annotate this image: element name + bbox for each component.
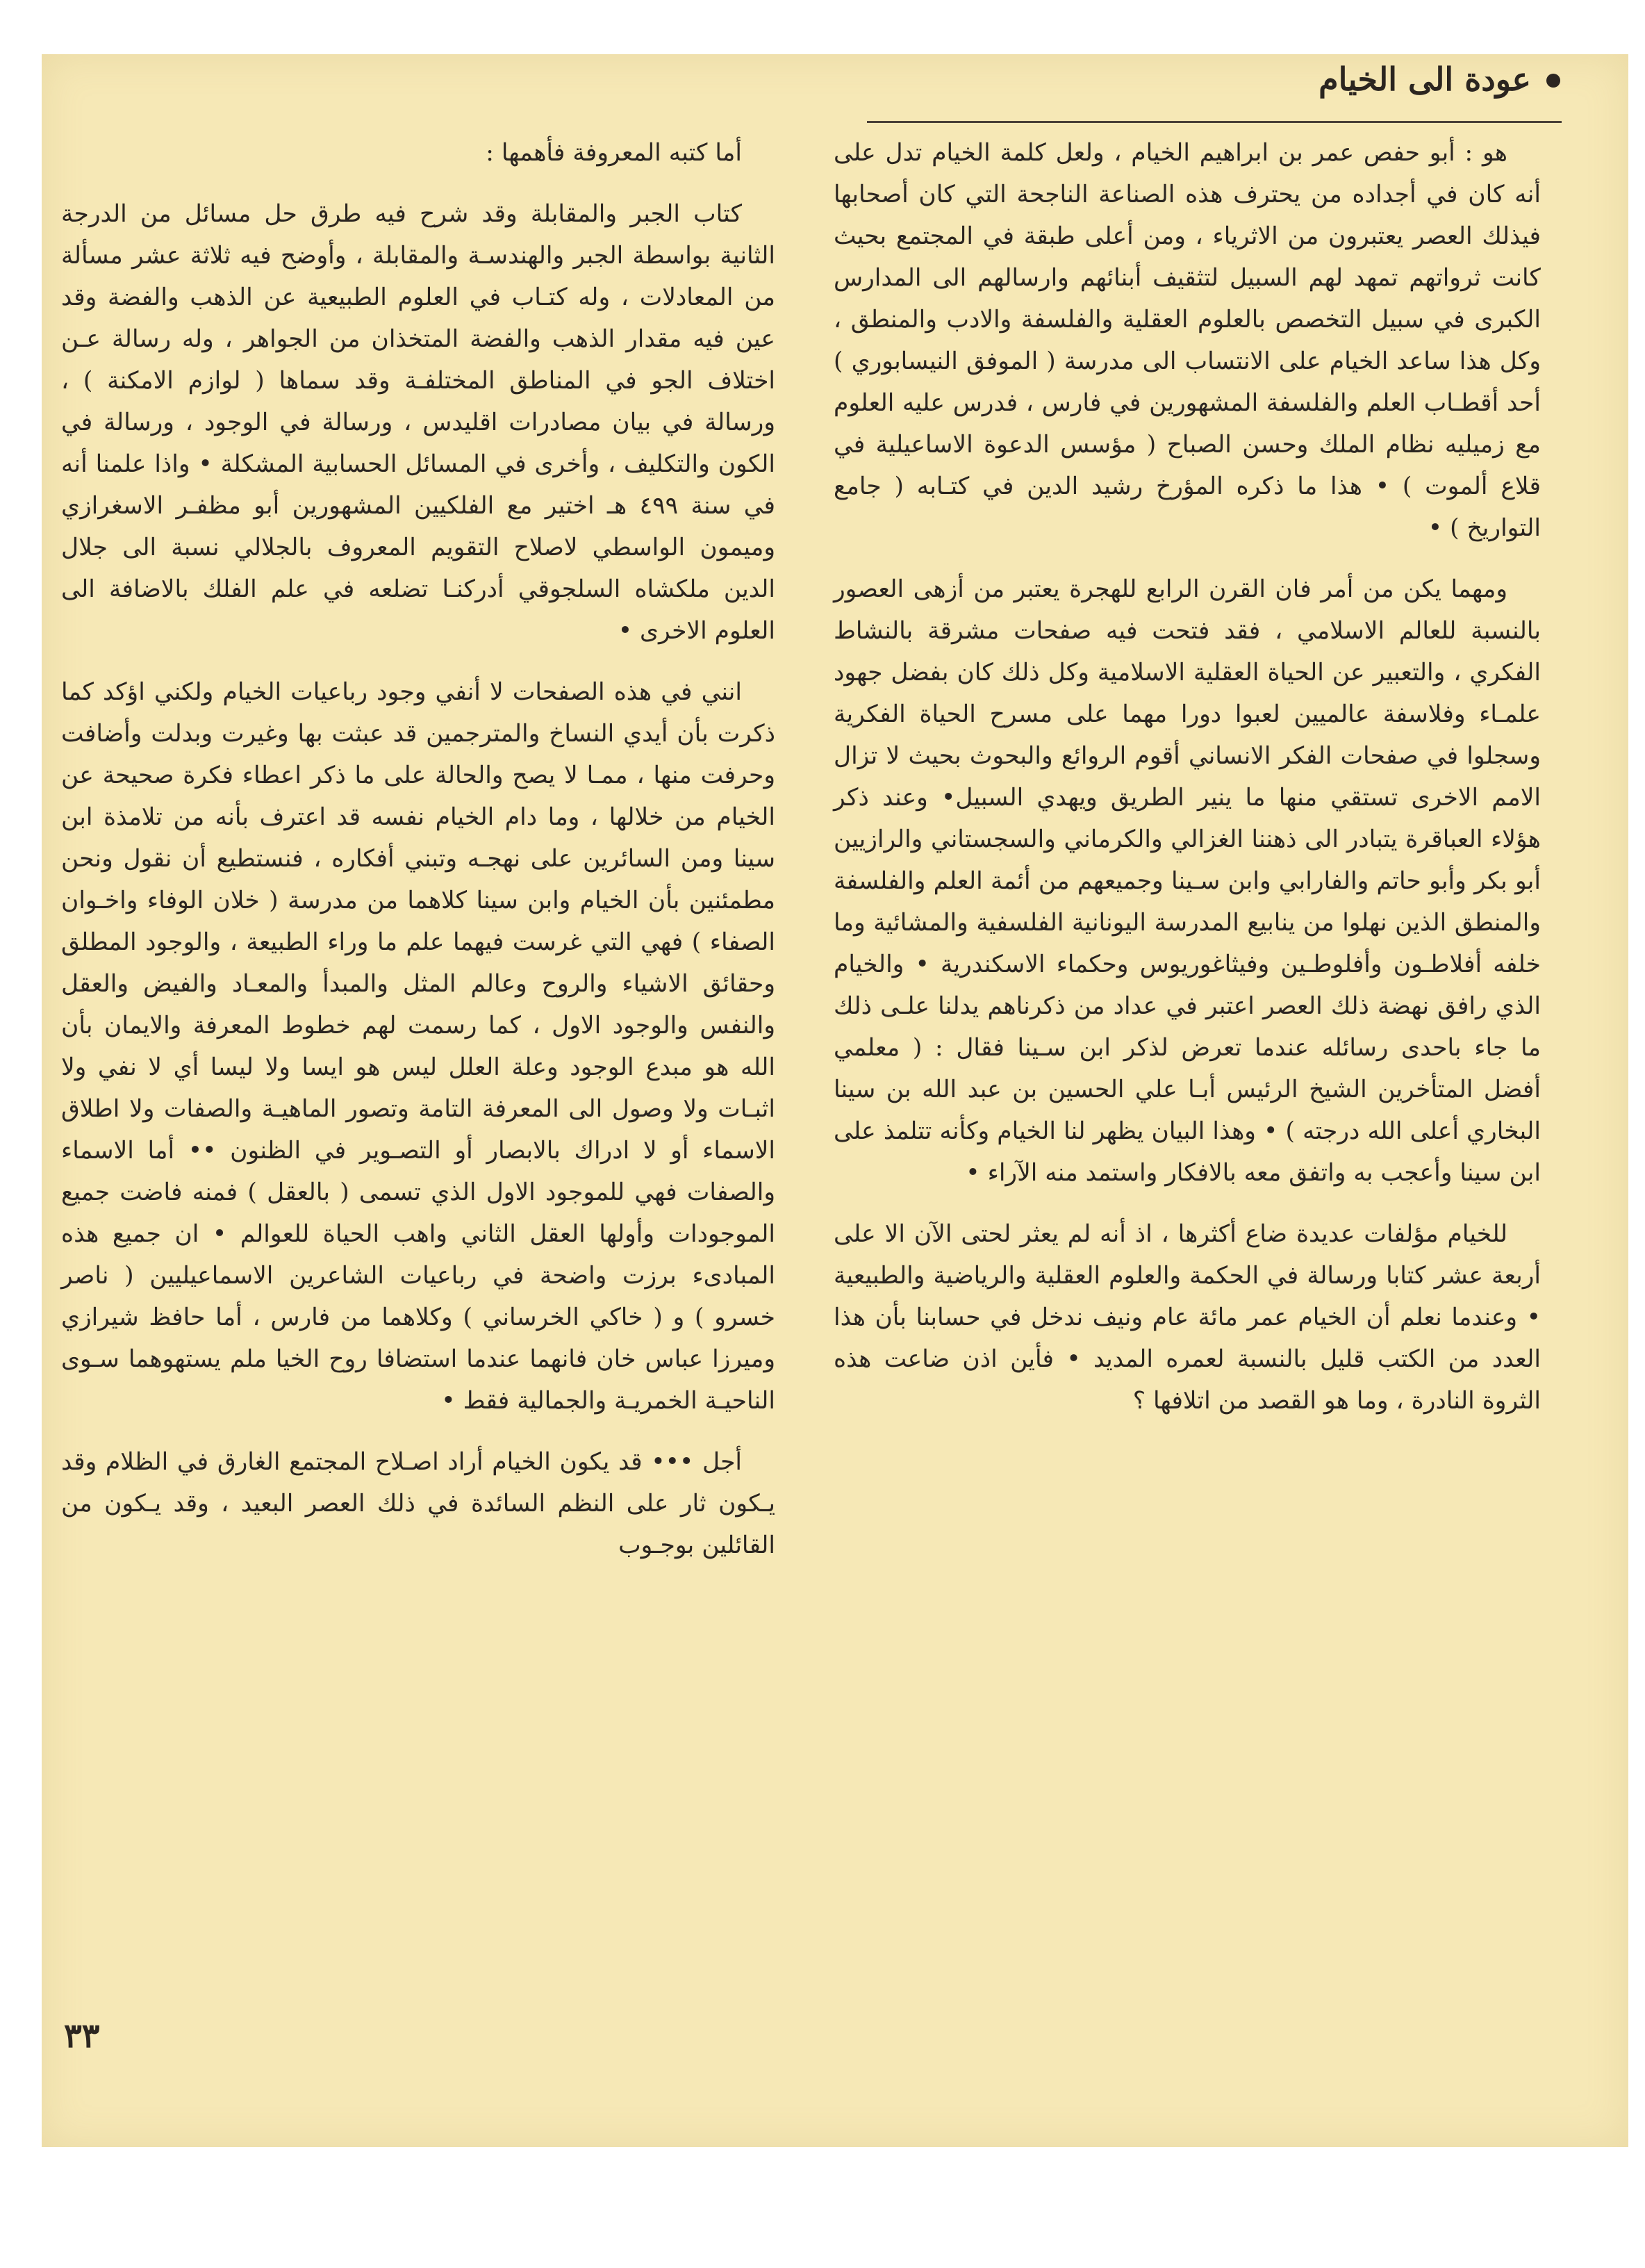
paragraph: أما كتبه المعروفة فأهمها : [486, 139, 742, 167]
article-header [867, 58, 1562, 123]
paragraph: ومهما يكن من أمر فان القرن الرابع للهجرة يعتبر من أزهى العصور بالنسبة للعالم الاسلامي ، فقد فتحت فيه صفحات مشرقة بالنشاط الفكري ، والتعبير عن الحياة العقلية الاسلامية وكل ذلك كان بفضل جهود علمـاء وفلاسفة عالميين لعبوا دورا مهما على مسرح الحياة الفكرية وسجلوا في صفحات الفكر الانساني أقوم الروائع والبحوث بحيث لا تزال الامم الاخرى تستقي منها ما ينير الطريق ويهدي السبيل• وعند ذكر هؤلاء العباقرة يتبادر الى ذهننا الغزالي والكرماني والسجستاني والرازيين أبو بكر وأبو حاتم والفارابي وابن سـينا وجميعهم من أئمة العلم والفلسفة والمنطق الذين نهلوا من ينابيع المدرسة اليونانية الفلسفية والمشائية وما خلفه أفلاطـون وأفلوطـين وفيثاغوريوس وحكماء الاسكندرية • والخيام الذي رافق نهضة ذلك العصر اعتبر في عداد من ذكرناهم يدلنا علـى ذلك ما جاء باحدى رسائله عندما تعرض لذكر ابن سـينا فقال : ( معلمي أفضل المتأخرين الشيخ الرئيس أبـا علي الحسين بن عبد الله بن سينا البخاري أعلى الله درجته ) • وهذا البيان يظهر لنا الخيام وكأنه تتلمذ على ابن سينا وأعجب به واتفق معه بالافكار واستمد منه الآراء • [834, 575, 1541, 1187]
article-title: عودة الى الخيام [1319, 60, 1531, 98]
paragraph: هو : أبو حفص عمر بن ابراهيم الخيام ، ولعل كلمة الخيام تدل على أنه كان في أجداده من يحترف هذه الصناعة الناجحة التي كان أصحابها فيذلك العصر يعتبرون من الاثرياء ، ومن أعلى طبقة في المجتمع بحيث كانت ثرواتهم تمهد لهم السبيل لتثقيف أبنائهم وارسالهم الى المدارس الكبرى في سبيل التخصص بالعلوم العقلية والفلسفة والادب والمنطق ، وكل هذا ساعد الخيام على الانتساب الى مدرسة ( الموفق النيسابوري ) أحد أقطـاب العلم والفلسفة المشهورين في فارس ، فدرس عليه العلوم مع زميليه نظام الملك وحسن الصباح ( مؤسس الدعوة الاساعيلية في قلاع ألموت ) • هذا ما ذكره المؤرخ رشيد الدين في كتـابه ( جامع التواريخ ) • [834, 139, 1541, 542]
paragraph: انني في هذه الصفحات لا أنفي وجود رباعيات الخيام ولكني اؤكد كما ذكرت بأن أيدي النساخ والمترجمين قد عبثت بها وغيرت وبدلت وأضافت وحرفت منها ، ممـا لا يصح والحالة على ما ذكر اعطاء فكرة صحيحة عن الخيام من خلالها ، وما دام الخيام نفسه قد اعترف بأنه من تلامذة ابن سينا ومن السائرين على نهجـه وتبني أفكاره ، فنستطيع أن نقول ونحن مطمئنين بأن الخيام وابن سينا كلاهما من مدرسة ( خلان الوفاء واخـوان الصفاء ) فهي التي غرست فيهما علم ما وراء الطبيعة ، والوجود المطلق وحقائق الاشياء والروح وعالم المثل والمبدأ والمعـاد والفيض والعقل والنفس والوجود الاول ، كما رسمت لهم خطوط المعرفة والايمان بأن الله هو مبدع الوجود وعلة العلل ليس هو ايسا ولا ليسا أي لا نفي ولا اثبـات ولا وصول الى المعرفة التامة وتصور الماهيـة والصفات ولا اطلاق الاسماء أو لا ادراك بالابصار أو التصـوير في الظنون •• أما الاسماء والصفات فهي للموجود الاول الذي تسمى ( بالعقل ) فمنه فاضت جميع الموجودات وأولها العقل الثاني واهب الحياة للعوالم • ان جميع هذه المبادىء برزت واضحة في رباعيات الشاعرين الاسماعيليين ( ناصر خسرو ) و ( خاكي الخرساني ) وكلاهما من فارس ، أما حافظ شيرازي وميرزا عباس خان فانهما عندما استضافا روح الخيا ملم يستهوهما سـوى الناحيـة الخمريـة والجمالية فقط • [61, 678, 775, 1415]
right-column [834, 132, 1541, 1441]
paragraph: للخيام مؤلفات عديدة ضاع أكثرها ، اذ أنه لم يعثر لحتى الآن الا على أربعة عشر كتابا ورسالة في الحكمة والعلوم العقلية والرياضية والطبيعية • وعندما نعلم أن الخيام عمر مائة عام ونيف ندخل في حسابنا بأن هذا العدد من الكتب قليل بالنسبة لعمره المديد • فأين اذن ضاعت هذه الثروة النادرة ، وما هو القصد من اتلافها ؟ [834, 1220, 1541, 1415]
bullet-icon [1546, 74, 1560, 88]
left-column [61, 132, 775, 1586]
page-number: ٣٣ [64, 2016, 100, 2055]
paragraph: كتاب الجبر والمقابلة وقد شرح فيه طرق حل مسائل من الدرجة الثانية بواسطة الجبر والهندسـة والمقابلة ، وأوضح فيه ثلاثة عشر مسألة من المعادلات ، وله كتـاب في العلوم الطبيعية عن الذهب والفضة وقد عين فيه مقدار الذهب والفضة المتخذان من الجواهر ، وله رسالة عـن اختلاف الجو في المناطق المختلفـة وقد سماها ( لوازم الامكنة ) ، ورسالة في بيان مصادرات اقليدس ، ورسالة في الوجود ، ورسالة في الكون والتكليف ، وأخرى في المسائل الحسابية المشكلة • واذا علمنا أنه في سنة ٤٩٩ هـ اختير مع الفلكيين المشهورين أبو مظفـر الاسغرازي وميمون الواسطي لاصلاح التقويم المعروف بالجلالي نسبة الى جلال الدين ملكشاه السلجوقي أدركنـا تضلعه في علم الفلك بالاضافة الى العلوم الاخرى • [61, 200, 775, 645]
paragraph: أجل ••• قد يكون الخيام أراد اصـلاح المجتمع الغارق في الظلام وقد يـكون ثار على النظم السائدة في ذلك العصر البعيد ، وقد يـكون من القائلين بوجـوب [61, 1448, 775, 1559]
